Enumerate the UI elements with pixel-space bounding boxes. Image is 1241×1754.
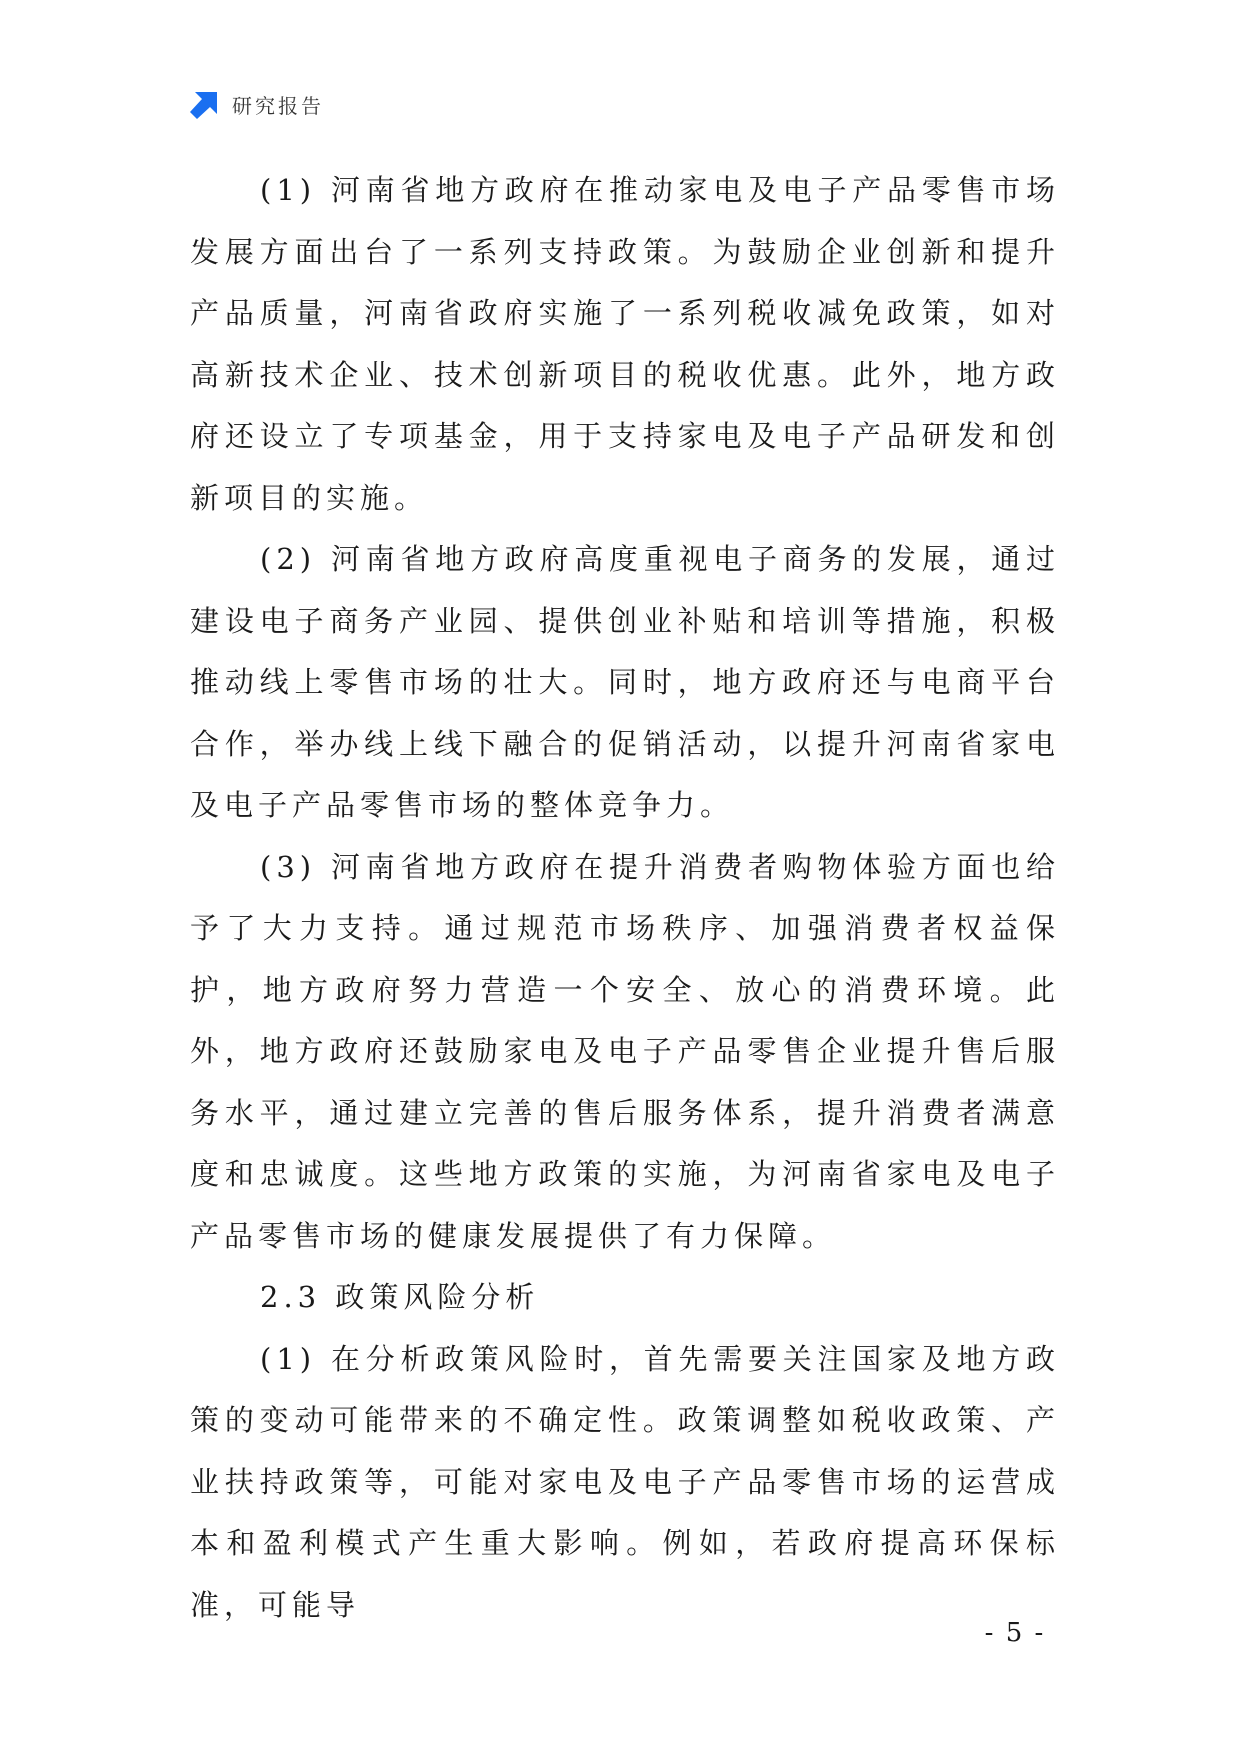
paragraph-1: (1) 河南省地方政府在推动家电及电子产品零售市场发展方面出台了一系列支持政策。为鼓励企业创新和提升产品质量，河南省政府实施了一系列税收减免政策，如对高新技术企业、技术创新项目的税收优惠。此外，地方政府还设立了专项基金，用于支持家电及电子产品研发和创新项目的实施。 — [190, 173, 1060, 515]
page-header — [190, 88, 324, 120]
page-number: - 5 - — [984, 1618, 1046, 1648]
section-heading: 2.3 政策风险分析 — [260, 1280, 540, 1314]
paragraph-2: (2) 河南省地方政府高度重视电子商务的发展，通过建设电子商务产业园、提供创业补贴和培训等措施，积极推动线上零售市场的壮大。同时，地方政府还与电商平台合作，举办线上线下融合的促销活动，以提升河南省家电及电子产品零售市场的整体竞争力。 — [190, 542, 1060, 822]
document-body — [190, 160, 1060, 1636]
section-paragraph-1: (1) 在分析政策风险时，首先需要关注国家及地方政策的变动可能带来的不确定性。政策调整如税收政策、产业扶持政策等，可能对家电及电子产品零售市场的运营成本和盈利模式产生重大影响。例如，若政府提高环保标准，可能导 — [190, 1341, 1060, 1622]
arrow-up-right-icon — [190, 89, 220, 119]
paragraph-3: (3) 河南省地方政府在提升消费者购物体验方面也给予了大力支持。通过规范市场秩序、加强消费者权益保护，地方政府努力营造一个安全、放心的消费环境。此外，地方政府还鼓励家电及电子产品零售企业提升售后服务水平，通过建立完善的售后服务体系，提升消费者满意度和忠诚度。这些地方政策的实施，为河南省家电及电子产品零售市场的健康发展提供了有力保障。 — [190, 849, 1060, 1253]
header-title: 研究报告 — [232, 93, 324, 118]
